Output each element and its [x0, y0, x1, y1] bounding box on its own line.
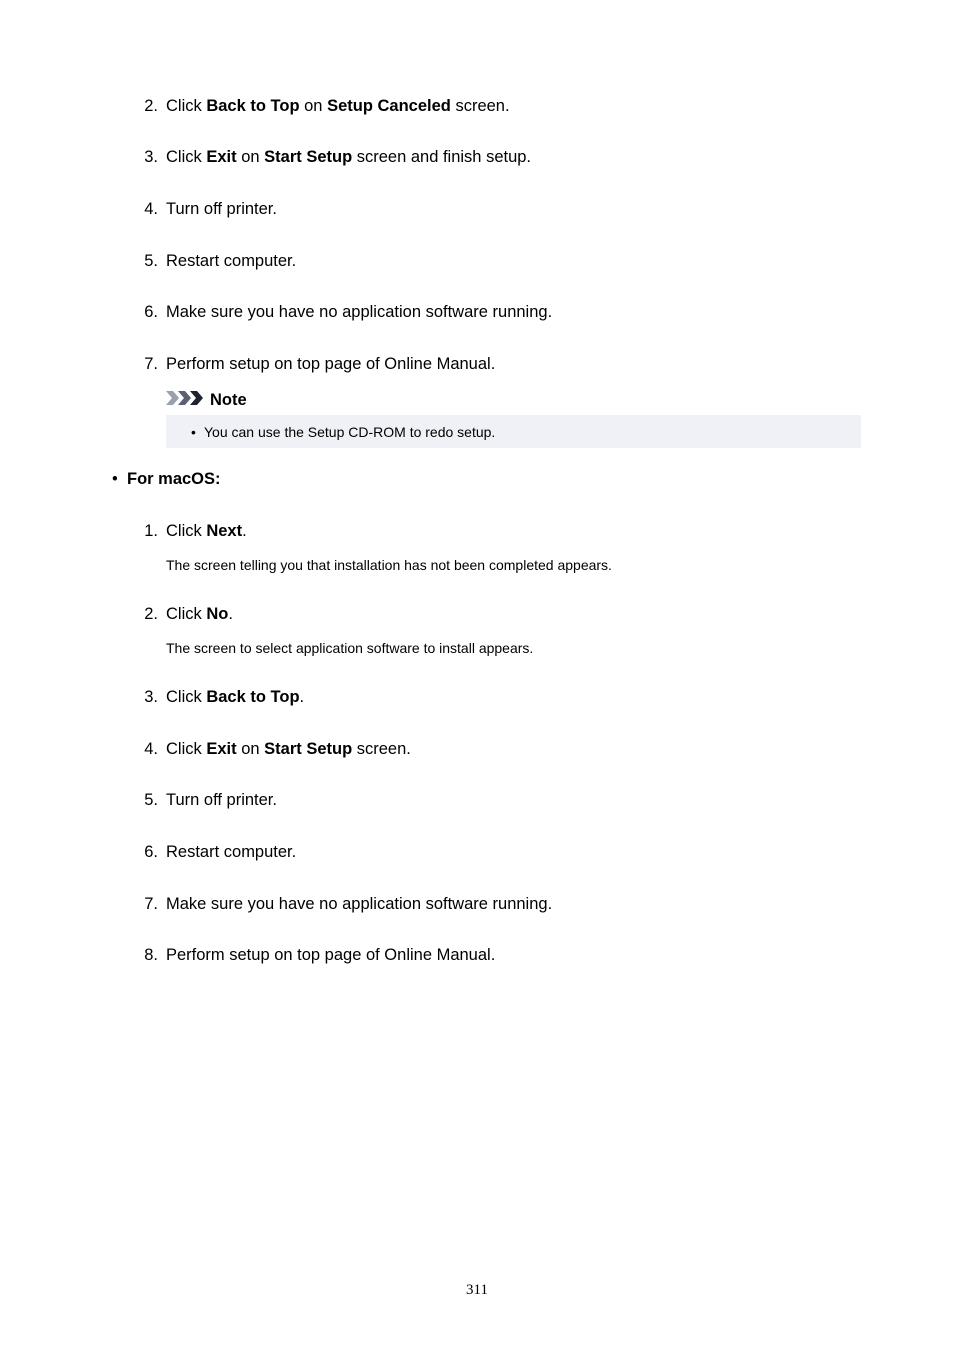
- step-text: Restart computer.: [166, 252, 297, 270]
- step-number: 2.: [144, 605, 158, 623]
- step-number: 3.: [144, 148, 158, 166]
- step-text: Restart computer.: [166, 843, 297, 861]
- step-description: The screen telling you that installation has not been completed appears.: [166, 557, 612, 573]
- section-title: For macOS:: [127, 470, 221, 488]
- step-number: 5.: [144, 791, 158, 809]
- step-number: 6.: [144, 843, 158, 861]
- step-text: Turn off printer.: [166, 791, 277, 809]
- step-number: 3.: [144, 688, 158, 706]
- step-number: 6.: [144, 303, 158, 321]
- step-number: 2.: [144, 97, 158, 115]
- step-number: 1.: [144, 522, 158, 540]
- note-chevrons-icon: [166, 390, 204, 411]
- step-number: 4.: [144, 200, 158, 218]
- step-text: Click Next.: [166, 522, 247, 540]
- step-text: Make sure you have no application software running.: [166, 303, 553, 321]
- step-text: Click Exit on Start Setup screen and finish setup.: [166, 148, 532, 166]
- step-text: Click No.: [166, 605, 233, 623]
- step-text: Click Back to Top on Setup Canceled screen.: [166, 97, 510, 115]
- step-text: Perform setup on top page of Online Manual.: [166, 355, 496, 373]
- step-number: 8.: [144, 946, 158, 964]
- step-text: Click Back to Top.: [166, 688, 305, 706]
- section-heading: [112, 469, 221, 489]
- step-number: 4.: [144, 740, 158, 758]
- step-text: Make sure you have no application software running.: [166, 895, 553, 913]
- step-text: Turn off printer.: [166, 200, 277, 218]
- step-text: Perform setup on top page of Online Manual.: [166, 946, 496, 964]
- step-number: 7.: [144, 355, 158, 373]
- note-title: Note: [210, 390, 247, 409]
- section-bullet: •: [112, 470, 118, 488]
- note-bullet: •: [191, 424, 196, 440]
- note-box: [166, 415, 861, 448]
- step-text: Click Exit on Start Setup screen.: [166, 740, 411, 758]
- step-number: 5.: [144, 252, 158, 270]
- step-description: The screen to select application software to install appears.: [166, 640, 534, 656]
- note-header: [166, 389, 247, 411]
- note-text: You can use the Setup CD-ROM to redo setup.: [204, 424, 496, 440]
- step-number: 7.: [144, 895, 158, 913]
- page-number: 311: [466, 1282, 488, 1298]
